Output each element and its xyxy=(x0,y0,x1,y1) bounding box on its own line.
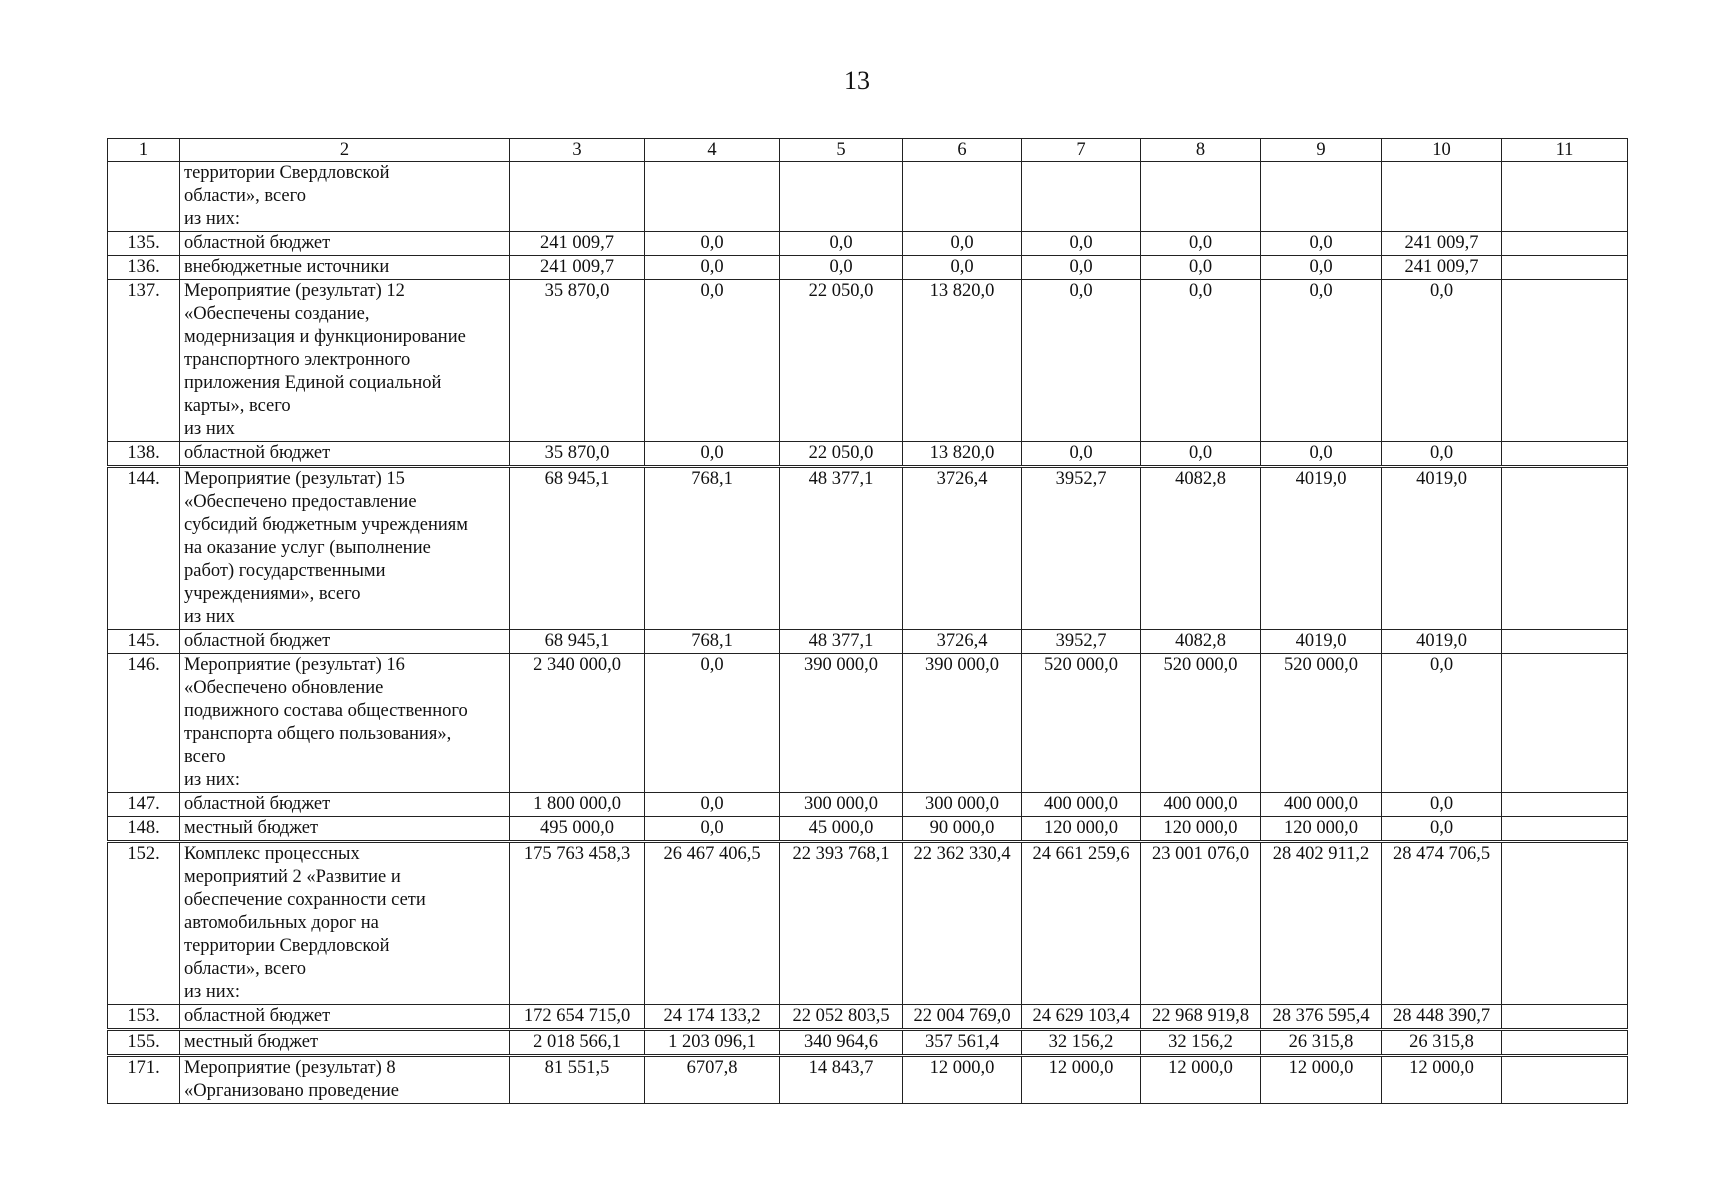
amount-cell: 0,0 xyxy=(1382,442,1502,467)
amount-cell: 26 315,8 xyxy=(1261,1030,1382,1056)
amount-cell: 2 340 000,0 xyxy=(510,654,645,793)
table-row xyxy=(108,793,1628,817)
column-header: 8 xyxy=(1141,139,1261,162)
row-number: 144. xyxy=(108,467,180,630)
amount-cell: 175 763 458,3 xyxy=(510,842,645,1005)
amount-cell: 22 362 330,4 xyxy=(903,842,1022,1005)
amount-cell: 4019,0 xyxy=(1382,630,1502,654)
amount-cell: 0,0 xyxy=(1141,256,1261,280)
amount-cell: 2 018 566,1 xyxy=(510,1030,645,1056)
amount-cell: 0,0 xyxy=(780,256,903,280)
amount-cell: 22 393 768,1 xyxy=(780,842,903,1005)
amount-cell: 0,0 xyxy=(1261,232,1382,256)
table-row xyxy=(108,630,1628,654)
amount-cell: 0,0 xyxy=(1382,793,1502,817)
amount-cell: 12 000,0 xyxy=(903,1056,1022,1104)
table-row xyxy=(108,467,1628,630)
column-header: 5 xyxy=(780,139,903,162)
column-header: 4 xyxy=(645,139,780,162)
column-11-cell xyxy=(1502,232,1628,256)
column-11-cell xyxy=(1502,162,1628,232)
column-11-cell xyxy=(1502,817,1628,842)
amount-cell: 0,0 xyxy=(1261,442,1382,467)
amount-cell: 68 945,1 xyxy=(510,467,645,630)
amount-cell: 0,0 xyxy=(1022,256,1141,280)
amount-cell: 1 800 000,0 xyxy=(510,793,645,817)
amount-cell: 22 050,0 xyxy=(780,280,903,442)
amount-cell: 24 661 259,6 xyxy=(1022,842,1141,1005)
amount-cell: 26 467 406,5 xyxy=(645,842,780,1005)
amount-cell xyxy=(645,162,780,232)
column-11-cell xyxy=(1502,1030,1628,1056)
amount-cell: 1 203 096,1 xyxy=(645,1030,780,1056)
row-description: областной бюджет xyxy=(180,793,510,817)
amount-cell: 32 156,2 xyxy=(1022,1030,1141,1056)
amount-cell: 28 448 390,7 xyxy=(1382,1005,1502,1030)
table-row xyxy=(108,654,1628,793)
row-description: местный бюджет xyxy=(180,1030,510,1056)
row-description: областной бюджет xyxy=(180,630,510,654)
amount-cell: 0,0 xyxy=(645,256,780,280)
column-11-cell xyxy=(1502,1005,1628,1030)
amount-cell: 120 000,0 xyxy=(1261,817,1382,842)
amount-cell: 22 052 803,5 xyxy=(780,1005,903,1030)
amount-cell: 6707,8 xyxy=(645,1056,780,1104)
amount-cell: 81 551,5 xyxy=(510,1056,645,1104)
amount-cell: 768,1 xyxy=(645,630,780,654)
amount-cell: 0,0 xyxy=(1022,280,1141,442)
amount-cell: 390 000,0 xyxy=(903,654,1022,793)
column-11-cell xyxy=(1502,467,1628,630)
amount-cell: 22 004 769,0 xyxy=(903,1005,1022,1030)
amount-cell: 68 945,1 xyxy=(510,630,645,654)
row-number: 147. xyxy=(108,793,180,817)
amount-cell: 28 402 911,2 xyxy=(1261,842,1382,1005)
row-number: 171. xyxy=(108,1056,180,1104)
amount-cell: 400 000,0 xyxy=(1141,793,1261,817)
amount-cell: 0,0 xyxy=(903,256,1022,280)
amount-cell: 0,0 xyxy=(1382,817,1502,842)
amount-cell: 172 654 715,0 xyxy=(510,1005,645,1030)
amount-cell: 3952,7 xyxy=(1022,630,1141,654)
row-description: областной бюджет xyxy=(180,442,510,467)
row-number: 135. xyxy=(108,232,180,256)
amount-cell: 0,0 xyxy=(1261,256,1382,280)
amount-cell: 340 964,6 xyxy=(780,1030,903,1056)
row-description: территории Свердловской области», всего из них: xyxy=(180,162,510,232)
amount-cell: 4082,8 xyxy=(1141,467,1261,630)
amount-cell: 24 629 103,4 xyxy=(1022,1005,1141,1030)
table-row xyxy=(108,1056,1628,1104)
row-description: областной бюджет xyxy=(180,232,510,256)
column-11-cell xyxy=(1502,654,1628,793)
amount-cell: 0,0 xyxy=(645,442,780,467)
row-number: 155. xyxy=(108,1030,180,1056)
amount-cell: 35 870,0 xyxy=(510,280,645,442)
amount-cell: 12 000,0 xyxy=(1141,1056,1261,1104)
column-number-row xyxy=(108,139,1628,162)
amount-cell: 32 156,2 xyxy=(1141,1030,1261,1056)
column-header: 6 xyxy=(903,139,1022,162)
row-number xyxy=(108,162,180,232)
table-body xyxy=(108,162,1628,1104)
amount-cell: 22 968 919,8 xyxy=(1141,1005,1261,1030)
budget-table xyxy=(107,138,1628,1104)
amount-cell: 22 050,0 xyxy=(780,442,903,467)
table-row xyxy=(108,162,1628,232)
amount-cell: 12 000,0 xyxy=(1382,1056,1502,1104)
amount-cell: 300 000,0 xyxy=(780,793,903,817)
amount-cell: 0,0 xyxy=(1141,442,1261,467)
row-number: 138. xyxy=(108,442,180,467)
amount-cell: 241 009,7 xyxy=(1382,232,1502,256)
amount-cell: 241 009,7 xyxy=(510,256,645,280)
column-11-cell xyxy=(1502,442,1628,467)
table-row xyxy=(108,280,1628,442)
amount-cell: 120 000,0 xyxy=(1022,817,1141,842)
row-description: местный бюджет xyxy=(180,817,510,842)
row-description: Мероприятие (результат) 12 «Обеспечены создание, модернизация и функционирование транспортного электронного приложения Единой социальной карты», всего из них xyxy=(180,280,510,442)
column-header: 3 xyxy=(510,139,645,162)
table-row xyxy=(108,1030,1628,1056)
row-number: 152. xyxy=(108,842,180,1005)
column-11-cell xyxy=(1502,793,1628,817)
amount-cell: 35 870,0 xyxy=(510,442,645,467)
amount-cell: 120 000,0 xyxy=(1141,817,1261,842)
amount-cell xyxy=(1141,162,1261,232)
row-description: внебюджетные источники xyxy=(180,256,510,280)
row-number: 148. xyxy=(108,817,180,842)
column-11-cell xyxy=(1502,842,1628,1005)
amount-cell xyxy=(510,162,645,232)
amount-cell: 90 000,0 xyxy=(903,817,1022,842)
row-description: Мероприятие (результат) 15 «Обеспечено предоставление субсидий бюджетным учреждениям на оказание услуг (выполнение работ) государственными учреждениями», всего из них xyxy=(180,467,510,630)
amount-cell: 3726,4 xyxy=(903,630,1022,654)
amount-cell: 0,0 xyxy=(645,280,780,442)
column-header: 2 xyxy=(180,139,510,162)
amount-cell: 241 009,7 xyxy=(1382,256,1502,280)
amount-cell: 0,0 xyxy=(1141,232,1261,256)
amount-cell: 0,0 xyxy=(645,654,780,793)
table-row xyxy=(108,1005,1628,1030)
amount-cell: 0,0 xyxy=(1382,654,1502,793)
amount-cell: 0,0 xyxy=(1022,232,1141,256)
amount-cell: 24 174 133,2 xyxy=(645,1005,780,1030)
amount-cell: 23 001 076,0 xyxy=(1141,842,1261,1005)
row-number: 146. xyxy=(108,654,180,793)
amount-cell: 14 843,7 xyxy=(780,1056,903,1104)
amount-cell: 12 000,0 xyxy=(1022,1056,1141,1104)
amount-cell: 45 000,0 xyxy=(780,817,903,842)
row-number: 136. xyxy=(108,256,180,280)
column-header: 10 xyxy=(1382,139,1502,162)
row-number: 137. xyxy=(108,280,180,442)
amount-cell: 0,0 xyxy=(645,232,780,256)
table-row xyxy=(108,442,1628,467)
column-header: 11 xyxy=(1502,139,1628,162)
amount-cell: 390 000,0 xyxy=(780,654,903,793)
row-description: областной бюджет xyxy=(180,1005,510,1030)
column-11-cell xyxy=(1502,280,1628,442)
amount-cell: 48 377,1 xyxy=(780,467,903,630)
amount-cell: 0,0 xyxy=(645,817,780,842)
amount-cell: 4019,0 xyxy=(1382,467,1502,630)
amount-cell: 3726,4 xyxy=(903,467,1022,630)
amount-cell xyxy=(1261,162,1382,232)
amount-cell: 495 000,0 xyxy=(510,817,645,842)
amount-cell xyxy=(1022,162,1141,232)
page-number: 13 xyxy=(844,66,870,95)
amount-cell: 520 000,0 xyxy=(1022,654,1141,793)
amount-cell xyxy=(903,162,1022,232)
row-number: 153. xyxy=(108,1005,180,1030)
amount-cell xyxy=(1382,162,1502,232)
amount-cell: 48 377,1 xyxy=(780,630,903,654)
amount-cell: 0,0 xyxy=(1382,280,1502,442)
amount-cell xyxy=(780,162,903,232)
amount-cell: 241 009,7 xyxy=(510,232,645,256)
amount-cell: 12 000,0 xyxy=(1261,1056,1382,1104)
row-description: Комплекс процессных мероприятий 2 «Развитие и обеспечение сохранности сети автомобильных дорог на территории Свердловской области», всего из них: xyxy=(180,842,510,1005)
amount-cell: 4082,8 xyxy=(1141,630,1261,654)
amount-cell: 400 000,0 xyxy=(1022,793,1141,817)
row-description: Мероприятие (результат) 16 «Обеспечено обновление подвижного состава общественного транспорта общего пользования», всего из них: xyxy=(180,654,510,793)
column-11-cell xyxy=(1502,256,1628,280)
amount-cell: 520 000,0 xyxy=(1141,654,1261,793)
column-header: 1 xyxy=(108,139,180,162)
amount-cell: 0,0 xyxy=(1141,280,1261,442)
amount-cell: 357 561,4 xyxy=(903,1030,1022,1056)
amount-cell: 13 820,0 xyxy=(903,442,1022,467)
amount-cell: 13 820,0 xyxy=(903,280,1022,442)
amount-cell: 0,0 xyxy=(1022,442,1141,467)
amount-cell: 0,0 xyxy=(1261,280,1382,442)
amount-cell: 28 376 595,4 xyxy=(1261,1005,1382,1030)
amount-cell: 400 000,0 xyxy=(1261,793,1382,817)
table-row xyxy=(108,232,1628,256)
amount-cell: 768,1 xyxy=(645,467,780,630)
row-number: 145. xyxy=(108,630,180,654)
amount-cell: 0,0 xyxy=(645,793,780,817)
amount-cell: 3952,7 xyxy=(1022,467,1141,630)
amount-cell: 520 000,0 xyxy=(1261,654,1382,793)
amount-cell: 26 315,8 xyxy=(1382,1030,1502,1056)
amount-cell: 0,0 xyxy=(780,232,903,256)
amount-cell: 300 000,0 xyxy=(903,793,1022,817)
column-11-cell xyxy=(1502,630,1628,654)
table-row xyxy=(108,842,1628,1005)
row-description: Мероприятие (результат) 8 «Организовано проведение xyxy=(180,1056,510,1104)
amount-cell: 0,0 xyxy=(903,232,1022,256)
column-header: 7 xyxy=(1022,139,1141,162)
table-row xyxy=(108,817,1628,842)
amount-cell: 4019,0 xyxy=(1261,630,1382,654)
amount-cell: 28 474 706,5 xyxy=(1382,842,1502,1005)
column-11-cell xyxy=(1502,1056,1628,1104)
column-header: 9 xyxy=(1261,139,1382,162)
table-row xyxy=(108,256,1628,280)
amount-cell: 4019,0 xyxy=(1261,467,1382,630)
